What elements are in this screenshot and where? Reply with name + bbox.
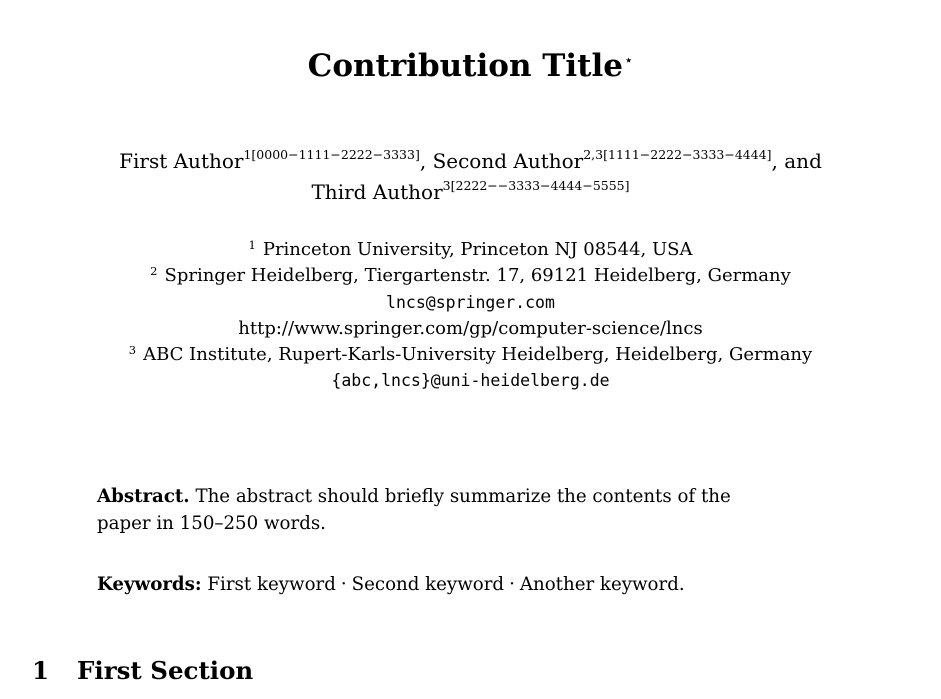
section-heading (32, 655, 253, 687)
title-footnote-mark: ⋆ (623, 51, 634, 69)
author-name: Second Author (432, 149, 584, 173)
abstract-line-2 (97, 511, 857, 538)
affiliation-2 (0, 263, 941, 289)
author-line-1 (0, 146, 941, 177)
paper-title (0, 46, 941, 86)
email-link[interactable]: lncs@springer.com (386, 292, 555, 312)
keywords (97, 572, 857, 598)
affiliations (0, 237, 941, 395)
abstract-label: Abstract. (97, 486, 190, 507)
affiliation-text: Princeton University, Princeton NJ 08544, USA (262, 239, 693, 260)
url-link[interactable]: http://www.springer.com/gp/computer-science/lncs (238, 317, 703, 339)
affiliation-mark: 3 (128, 343, 137, 358)
keyword: Another keyword. (519, 574, 685, 595)
email-link[interactable]: {abc,lncs}@uni-heidelberg.de (331, 371, 610, 391)
author-name: First Author (119, 149, 244, 173)
affiliation-2-email[interactable] (0, 290, 941, 316)
affiliation-text: Springer Heidelberg, Tiergartenstr. 17, 69121 Heidelberg, Germany (164, 265, 791, 287)
author-list (0, 146, 941, 208)
keyword: First keyword (207, 574, 336, 595)
keywords-label: Keywords: (97, 574, 202, 595)
author-orcid: 1[0000−1111−2222−3333] (243, 147, 420, 162)
paper-title-text: Contribution Title (307, 48, 623, 84)
affiliation-mark: 2 (150, 264, 158, 279)
author-orcid: 2,3[1111−2222−3333−4444] (583, 147, 772, 162)
abstract-text: The abstract should briefly summarize the contents of the (195, 486, 731, 507)
affiliation-3 (0, 342, 941, 368)
keyword-separator: · (509, 574, 515, 595)
section-title: First Section (77, 656, 254, 685)
author-name: Third Author (311, 180, 443, 204)
keyword: Second keyword (351, 574, 505, 595)
abstract-text: paper in 150–250 words. (97, 512, 326, 534)
keyword-separator: · (340, 574, 347, 595)
author-orcid: 3[2222−−3333−4444−5555] (442, 178, 630, 193)
abstract-line-1 (97, 484, 857, 511)
section-number: 1 (32, 656, 50, 685)
author-separator: , and (771, 149, 822, 173)
affiliation-3-email[interactable] (0, 368, 941, 394)
author-line-2 (0, 177, 941, 208)
affiliation-text: ABC Institute, Rupert-Karls-University Heidelberg, Heidelberg, Germany (143, 344, 813, 366)
abstract (97, 484, 857, 537)
affiliation-1 (0, 237, 941, 263)
author-separator: , (419, 149, 433, 173)
affiliation-mark: 1 (248, 238, 256, 252)
affiliation-2-url[interactable] (0, 316, 941, 342)
